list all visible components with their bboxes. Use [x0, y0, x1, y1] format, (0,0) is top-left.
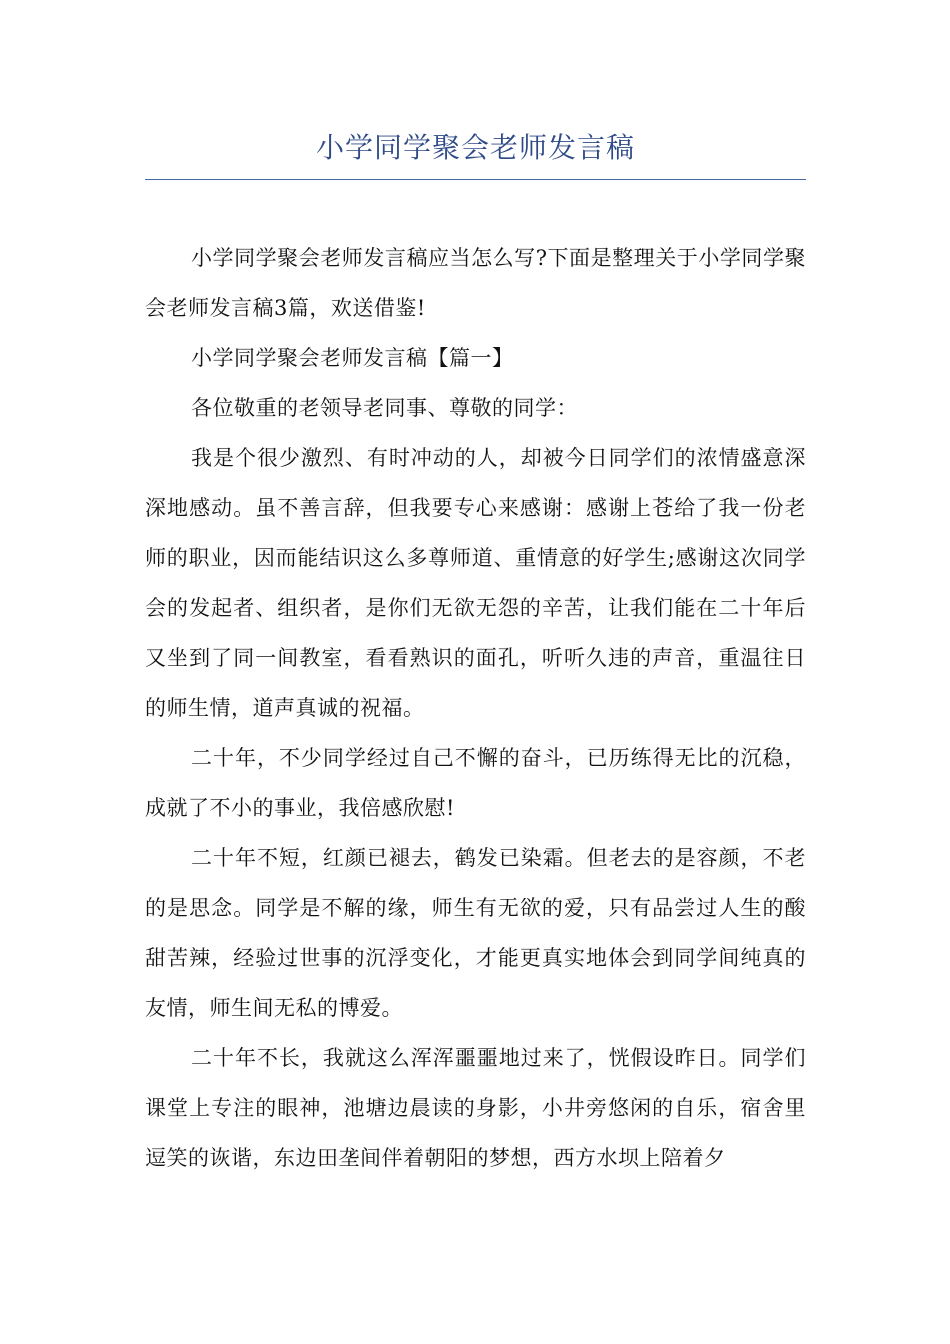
section-heading: 小学同学聚会老师发言稿【篇一】 — [191, 346, 514, 370]
paragraph: 二十年不短，红颜已褪去，鹤发已染霜。但老去的是容颜，不老的是思念。同学是不解的缘，师生有无欲的爱，只有品尝过人生的酸甜苦辣，经验过世事的沉浮变化，才能更真实地体会到同学间纯真的友情，师生间无私的博爱。 — [145, 846, 806, 1020]
document-body — [145, 233, 806, 1183]
paragraph: 我是个很少激烈、有时冲动的人，却被今日同学们的浓情盛意深深地感动。虽不善言辞，但我要专心来感谢：感谢上苍给了我一份老师的职业，因而能结识这么多尊师道、重情意的好学生;感谢这次同学会的发起者、组织者，是你们无欲无怨的辛苦，让我们能在二十年后又坐到了同一间教室，看看熟识的面孔，听听久违的声音，重温往日的师生情，道声真诚的祝福。 — [145, 446, 806, 720]
paragraph: 二十年不长，我就这么浑浑噩噩地过来了，恍假设昨日。同学们课堂上专注的眼神，池塘边晨读的身影，小井旁悠闲的自乐，宿舍里逗笑的诙谐，东边田垄间伴着朝阳的梦想，西方水坝上陪着夕 — [145, 1046, 806, 1170]
paragraph-intro: 小学同学聚会老师发言稿应当怎么写?下面是整理关于小学同学聚会老师发言稿3篇，欢送借鉴! — [145, 246, 806, 320]
paragraph: 二十年，不少同学经过自己不懈的奋斗，已历练得无比的沉稳，成就了不小的事业，我倍感欣慰! — [145, 746, 806, 820]
paragraph-salutation: 各位敬重的老领导老同事、尊敬的同学： — [191, 396, 578, 420]
document-title: 小学同学聚会老师发言稿 — [315, 131, 635, 164]
title-underline — [145, 179, 806, 180]
